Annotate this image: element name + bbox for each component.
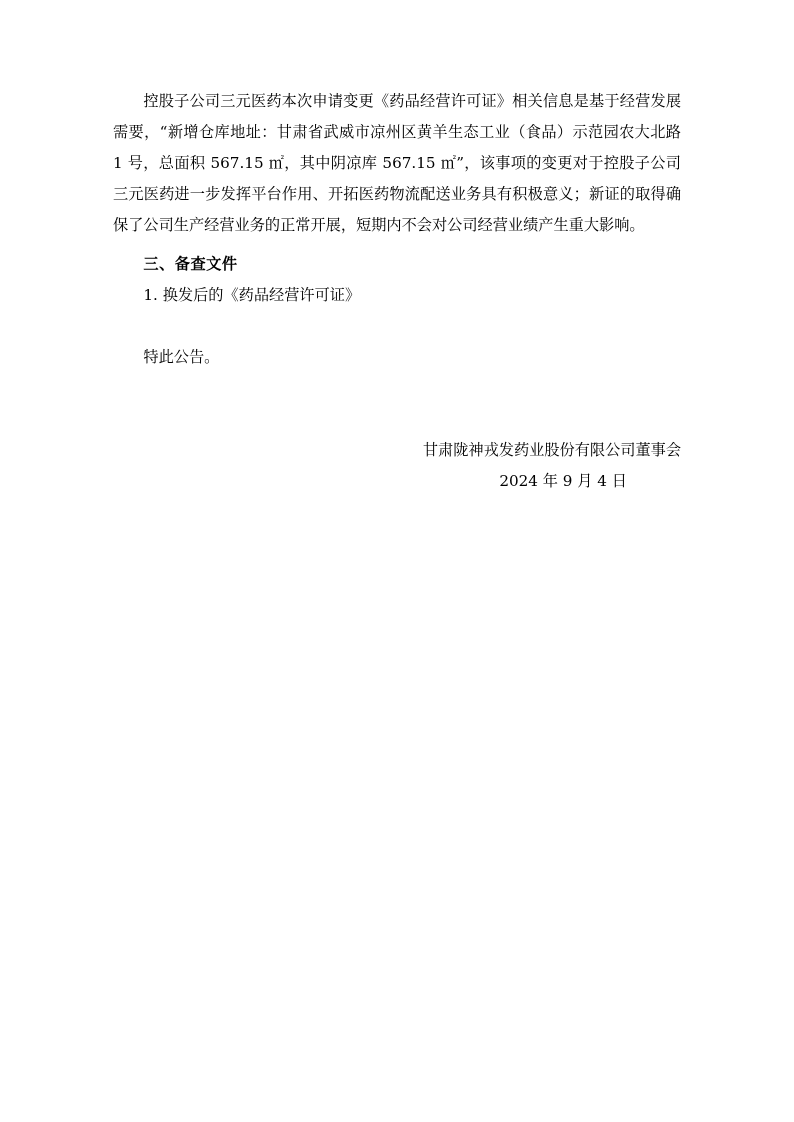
section-heading-reference-documents: 三、备查文件	[143, 255, 238, 273]
signature-date: 2024 年 9 月 4 日	[499, 472, 627, 490]
document-body	[113, 86, 681, 497]
signature-company: 甘肃陇神戎发药业股份有限公司董事会	[422, 441, 681, 459]
announcement-notice: 特此公告。	[143, 348, 220, 366]
section-item-1: 1. 换发后的《药品经营许可证》	[143, 286, 361, 304]
signature-block	[113, 435, 681, 497]
paragraph-main: 控股子公司三元医药本次申请变更《药品经营许可证》相关信息是基于经营发展需要，“新增仓库地址：甘肃省武威市凉州区黄羊生态工业（食品）示范园农大北路 1 号，总面积 567.15 ㎡，其中阴凉库 567.15 ㎡”，该事项的变更对于控股子公司三元医药进一步发挥平台作用、开拓医药物流配送业务具有积极意义；新证的取得确保了公司生产经营业务的正常开展，短期内不会对公司经营业绩产生重大影响。	[113, 92, 681, 234]
